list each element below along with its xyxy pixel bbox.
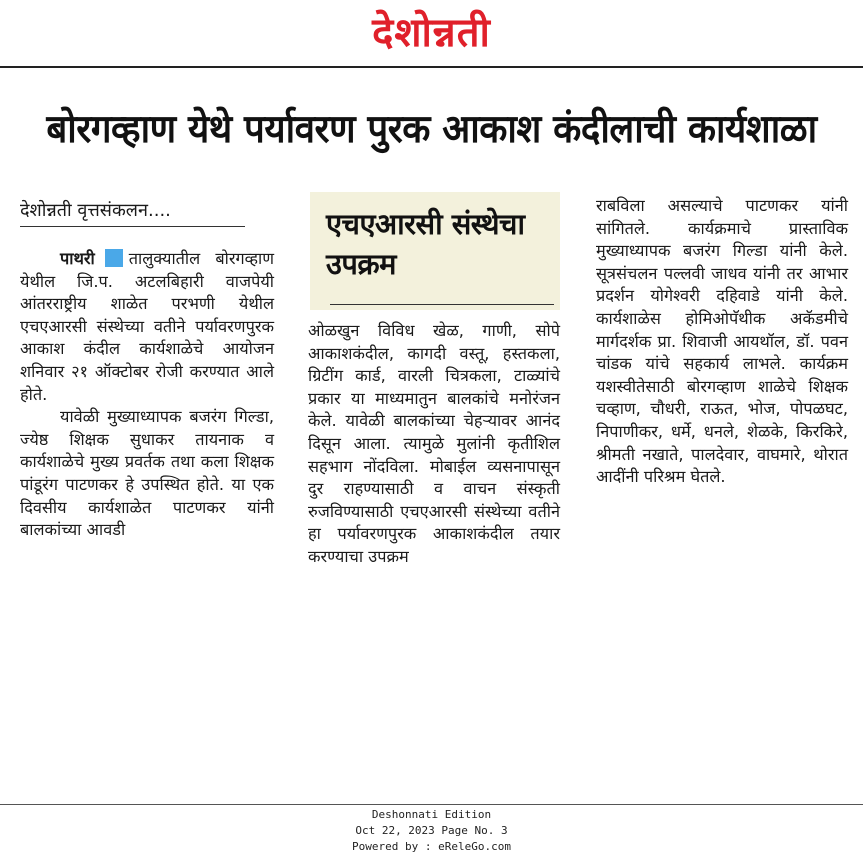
subhead-underline bbox=[330, 304, 554, 305]
column-3-text: राबविला असल्याचे पाटणकर यांनी सांगितले. कार्यक्रमाचे प्रास्ताविक मुख्याध्यापक बजरंग गिल्डा यांनी केले. सूत्रसंचलन पल्लवी जाधव यांनी तर आभार प्रदर्शन योगेश्वरी दहिवाडे यांनी केले. कार्यशाळेस होमिओपॅथीक अकॅडमीचे मार्गदर्शक प्रा. शिवाजी आयथॉल, डॉ. पवन चांडक यांचे सहकार्य लाभले. कार्यक्रम यशस्वीतेसाठी बोरगव्हाण शाळेचे शिक्षक चव्हाण, चौधरी, राऊत, भोज, पोपळघट, निपाणीकर, धर्मे, धनले, शेळके, किरकिरे, श्रीमती नखाते, पालदेवार, वाघमारे, थोरात आदींनी परिश्रम घेतले. bbox=[596, 196, 848, 487]
column-1-para-1-text: तालुक्यातील बोरगव्हाण येथील जि.प. अटलबिहारी वाजपेयी आंतरराष्ट्रीय शाळेत परभणी येथील एचएआरसी संस्थेच्या वतीने पर्यावरणपुरक आकाश कंदील कार्यशाळेचे आयोजन शनिवार २१ ऑक्टोबर रोजी करण्यात आले होते. bbox=[20, 249, 274, 404]
newspaper-logo: देशोन्नती bbox=[372, 10, 491, 56]
footer-powered-by: Powered by : eReleGo.com bbox=[352, 840, 511, 853]
dateline: पाथरी bbox=[60, 249, 95, 268]
column-1-paragraph-2 bbox=[20, 406, 274, 542]
blue-square-icon bbox=[105, 249, 123, 267]
column-1-para-2-text: यावेळी मुख्याध्यापक बजरंग गिल्डा, ज्येष्ठ शिक्षक सुधाकर तायनाक व कार्यशाळेचे मुख्य प्रवर्तक तथा कला शिक्षक पांडूरंग पाटणकर हे उपस्थित होते. या एक दिवसीय कार्यशाळेत पाटणकर यांनी बालकांच्या आवडी bbox=[20, 407, 274, 540]
article-column-3 bbox=[596, 195, 848, 489]
byline: देशोन्नती वृत्तसंकलन.... bbox=[20, 196, 245, 227]
article-headline: बोरगव्हाण येथे पर्यावरण पुरक आकाश कंदीलाची कार्यशाळा bbox=[46, 107, 817, 152]
footer-divider bbox=[0, 804, 863, 805]
masthead-divider bbox=[0, 66, 863, 68]
masthead bbox=[0, 0, 863, 66]
edition-footer bbox=[0, 807, 863, 855]
footer-date-page: Oct 22, 2023 Page No. 3 bbox=[355, 824, 508, 837]
article-column-2 bbox=[308, 320, 560, 569]
subhead: एचएआरसी संस्थेचा उपक्रम bbox=[326, 207, 525, 281]
footer-edition: Deshonnati Edition bbox=[371, 808, 492, 821]
subhead-box bbox=[310, 192, 560, 310]
column-1-paragraph-1 bbox=[20, 248, 274, 406]
article-column-1 bbox=[20, 248, 274, 542]
column-2-text: ओळखुन विविध खेळ, गाणी, सोपे आकाशकंदील, कागदी वस्तू, हस्तकला, ग्रिटींग कार्ड, वारली चित्रकला, टाळ्यांचे प्रकार या माध्यमातुन बालकांचे मनोरंजन केले. यावेळी बालकांच्या चेहऱ्यावर आनंद दिसून आला. त्यामुळे मुलांनी कृतीशिल सहभाग नोंदविला. मोबाईल व्यसनापासून दुर राहण्यासाठी व वाचन संस्कृती रुजविण्यासाठी एचएआरसी संस्थेच्या वतीने हा पर्यावरणपुरक आकाशकंदील तयार करण्याचा उपक्रम bbox=[308, 321, 560, 566]
